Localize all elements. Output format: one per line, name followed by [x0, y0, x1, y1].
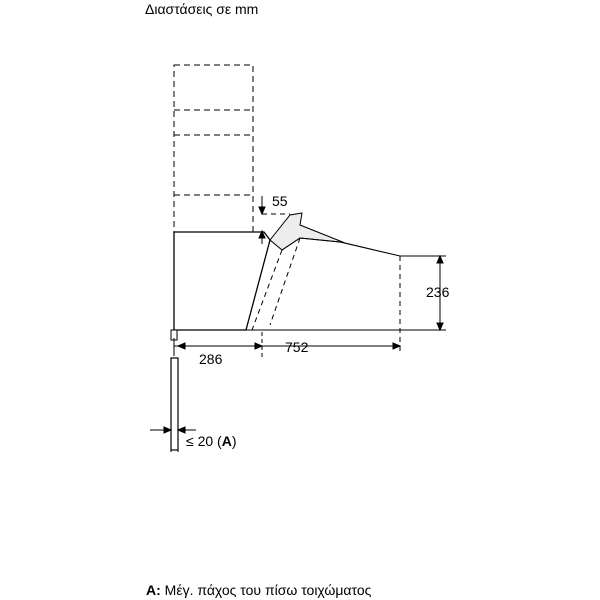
dimension-752-label: 752 — [285, 339, 309, 355]
dimension-55-label: 55 — [272, 193, 288, 209]
hood-body — [174, 213, 400, 330]
page-title: Διαστάσεις σε mm — [145, 1, 259, 17]
footnote-ref: A: — [146, 582, 161, 598]
footnote-text: Μέγ. πάχος του πίσω τοιχώματος — [164, 582, 372, 598]
dimension-236 — [246, 256, 446, 352]
dimension-236-label: 236 — [426, 284, 450, 300]
footnote — [146, 582, 371, 598]
chimney-outline — [174, 65, 253, 232]
dimension-wall-thickness-label: ≤ 20 (A) — [186, 433, 237, 449]
dimension-286-label: 286 — [199, 351, 223, 367]
